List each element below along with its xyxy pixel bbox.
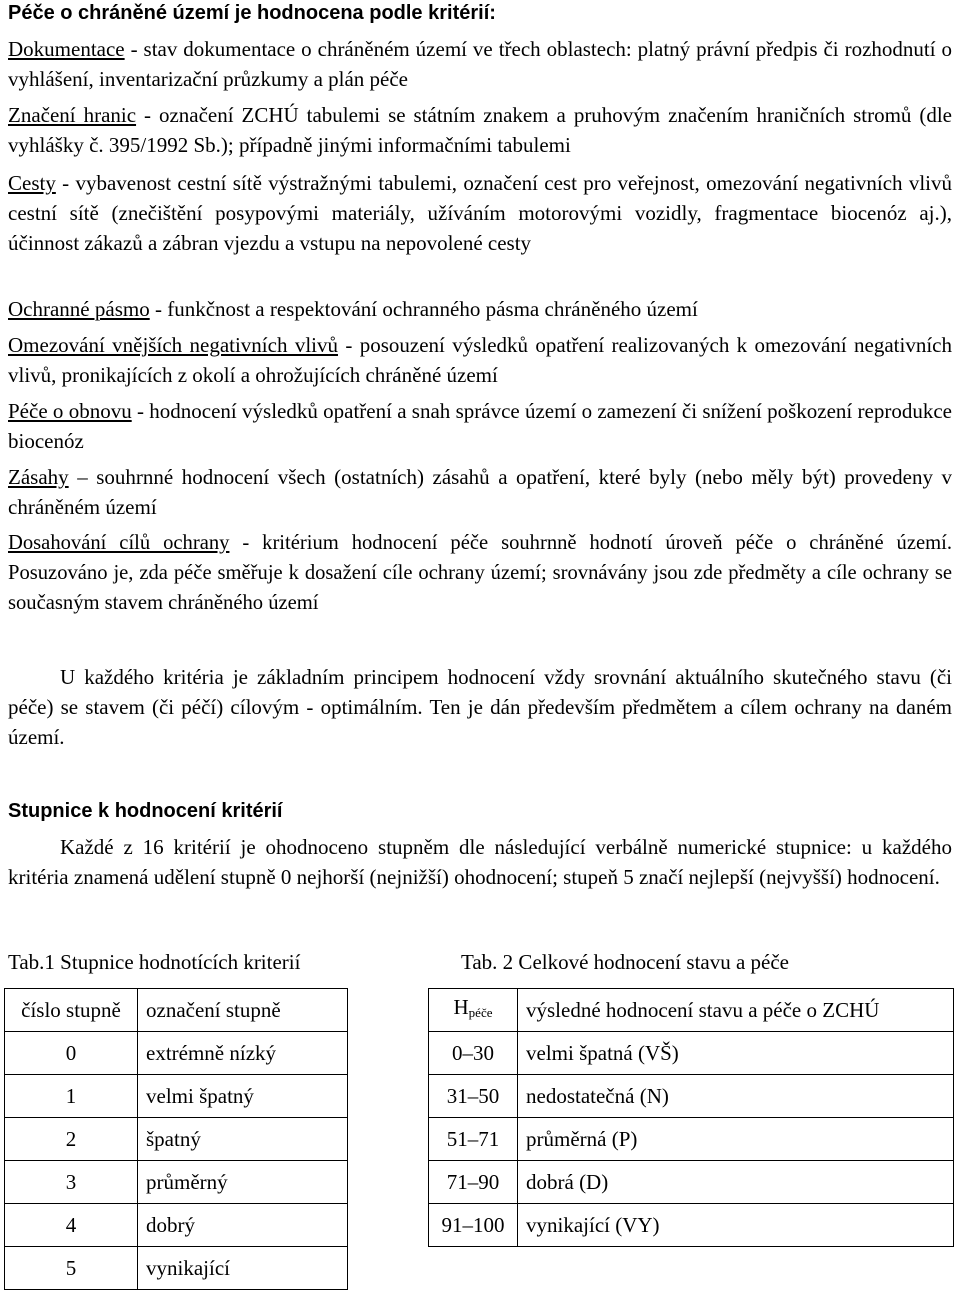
table2-overall-evaluation xyxy=(428,988,954,1247)
criterion-boundary-marking xyxy=(8,100,952,160)
h-symbol: H xyxy=(453,995,469,1019)
table-cell: extrémně nízký xyxy=(138,1032,348,1075)
criterion-separator: - xyxy=(337,333,360,357)
criterion-term: Zásahy xyxy=(8,465,69,489)
table-header-cell xyxy=(429,989,518,1032)
criterion-term: Ochranné pásmo xyxy=(8,297,150,321)
criterion-protection-goals xyxy=(8,528,952,618)
table-header-row xyxy=(429,989,954,1032)
table-row xyxy=(5,1247,348,1290)
table-row xyxy=(5,1161,348,1204)
criterion-separator: – xyxy=(68,465,97,489)
table2-caption: Tab. 2 Celkové hodnocení stavu a péče xyxy=(461,950,790,974)
table-row xyxy=(5,1032,348,1075)
criterion-text: funkčnost a respektování ochranného pásma chráněného území xyxy=(167,297,698,321)
table-cell: 0 xyxy=(5,1032,138,1075)
table-header-row xyxy=(5,989,348,1032)
table-cell: 91–100 xyxy=(429,1204,518,1247)
table-cell: dobrá (D) xyxy=(518,1161,954,1204)
criterion-text: hodnocení výsledků opatření a snah správce území o zamezení či snížení poškození reprodukce biocenóz xyxy=(8,399,952,453)
table-cell: 51–71 xyxy=(429,1118,518,1161)
table-header-cell: výsledné hodnocení stavu a péče o ZCHÚ xyxy=(518,989,954,1032)
h-subscript: péče xyxy=(468,1005,493,1020)
criterion-text: souhrnné hodnocení všech (ostatních) zásahů a opatření, které byly (nebo měly být) provedeny v chráněném území xyxy=(8,465,952,519)
criterion-separator: - xyxy=(136,103,159,127)
table-cell: 4 xyxy=(5,1204,138,1247)
table-cell: vynikající (VY) xyxy=(518,1204,954,1247)
table-cell: 2 xyxy=(5,1118,138,1161)
table-cell: špatný xyxy=(138,1118,348,1161)
table-row xyxy=(5,1075,348,1118)
criterion-text: stav dokumentace o chráněném území ve třech oblastech: platný právní předpis či rozhodnutí o vyhlášení, inventarizační průzkumy a plán péče xyxy=(8,37,952,91)
table1-caption: Tab.1 Stupnice hodnotících kriterií xyxy=(8,950,301,974)
table-cell: velmi špatná (VŠ) xyxy=(518,1032,954,1075)
criterion-term: Dosahování cílů ochrany xyxy=(8,532,230,554)
table1-scale xyxy=(4,988,348,1290)
criterion-roads xyxy=(8,168,952,258)
criterion-term: Značení hranic xyxy=(8,103,137,127)
table-row xyxy=(429,1161,954,1204)
table-cell: průměrný xyxy=(138,1161,348,1204)
table-row xyxy=(5,1204,348,1247)
criterion-text: označení ZCHÚ tabulemi se státním znakem a pruhovým značením hraničních stromů (dle vyhlášky č. 395/1992 Sb.); případně jinými informačními tabulemi xyxy=(8,103,953,157)
criterion-term: Péče o obnovu xyxy=(8,399,132,423)
scale-heading: Stupnice k hodnocení kritérií xyxy=(8,800,283,822)
criterion-text: posouzení výsledků opatření realizovaných k omezování negativních vlivů, pronikajících z okolí a ohrožujících chráněné území xyxy=(8,333,952,387)
criterion-separator: - xyxy=(229,532,263,554)
criterion-separator: - xyxy=(124,37,144,61)
table-cell: vynikající xyxy=(138,1247,348,1290)
criterion-text: vybavenost cestní sítě výstražnými tabulemi, označení cest pro veřejnost, omezování negativních vlivů cestní sítě (znečištění posypovými materiály, užíváním motorovými vozidly, fragmentace biocenóz aj.), účinnost zákazů a zábran vjezdu a vstupu na nepovolené cesty xyxy=(8,171,952,255)
table-cell: průměrná (P) xyxy=(518,1118,954,1161)
criterion-regeneration-care xyxy=(8,396,952,456)
table-header-cell: číslo stupně xyxy=(5,989,138,1032)
table-cell: 1 xyxy=(5,1075,138,1118)
criterion-term: Omezování vnějších negativních vlivů xyxy=(8,333,338,357)
table-cell: dobrý xyxy=(138,1204,348,1247)
table-cell: velmi špatný xyxy=(138,1075,348,1118)
page-title: Péče o chráněné území je hodnocena podle kritérií: xyxy=(8,2,496,24)
table-header-cell: označení stupně xyxy=(138,989,348,1032)
table-cell: 0–30 xyxy=(429,1032,518,1075)
criterion-separator: - xyxy=(149,297,168,321)
table-cell: 3 xyxy=(5,1161,138,1204)
table-cell: nedostatečná (N) xyxy=(518,1075,954,1118)
table-cell: 71–90 xyxy=(429,1161,518,1204)
criterion-term: Cesty xyxy=(8,171,56,195)
criterion-text: kritérium hodnocení péče souhrnně hodnotí úroveň péče o chráněné území. Posuzováno je, zda péče směřuje k dosažení cíle ochrany území; srovnávány jsou zde předměty a cíle ochrany se současným stavem chráněného území xyxy=(8,532,953,614)
table-row xyxy=(429,1118,954,1161)
criterion-separator: - xyxy=(131,399,150,423)
criterion-term: Dokumentace xyxy=(8,37,125,61)
table-row xyxy=(429,1075,954,1118)
criterion-external-influences xyxy=(8,330,952,390)
table-row xyxy=(429,1204,954,1247)
table-cell: 5 xyxy=(5,1247,138,1290)
criterion-buffer-zone xyxy=(8,294,952,324)
table-cell: 31–50 xyxy=(429,1075,518,1118)
table-row xyxy=(5,1118,348,1161)
criterion-separator: - xyxy=(55,171,76,195)
scale-paragraph: Každé z 16 kritérií je ohodnoceno stupněm dle následující verbálně numerické stupnice: u každého kritéria znamená udělení stupně 0 nejhorší (nejnižší) ohodnocení; stupeň 5 značí nejlepší (nejvyšší) hodnocení. xyxy=(8,835,952,889)
table-row xyxy=(429,1032,954,1075)
principle-paragraph: U každého kritéria je základním principem hodnocení vždy srovnání aktuálního skutečného stavu (či péče) se stavem (či péčí) cílovým - optimálním. Ten je dán především předmětem a cílem ochrany na daném území. xyxy=(8,665,952,749)
criterion-documentation xyxy=(8,34,952,94)
criterion-interventions xyxy=(8,462,952,522)
